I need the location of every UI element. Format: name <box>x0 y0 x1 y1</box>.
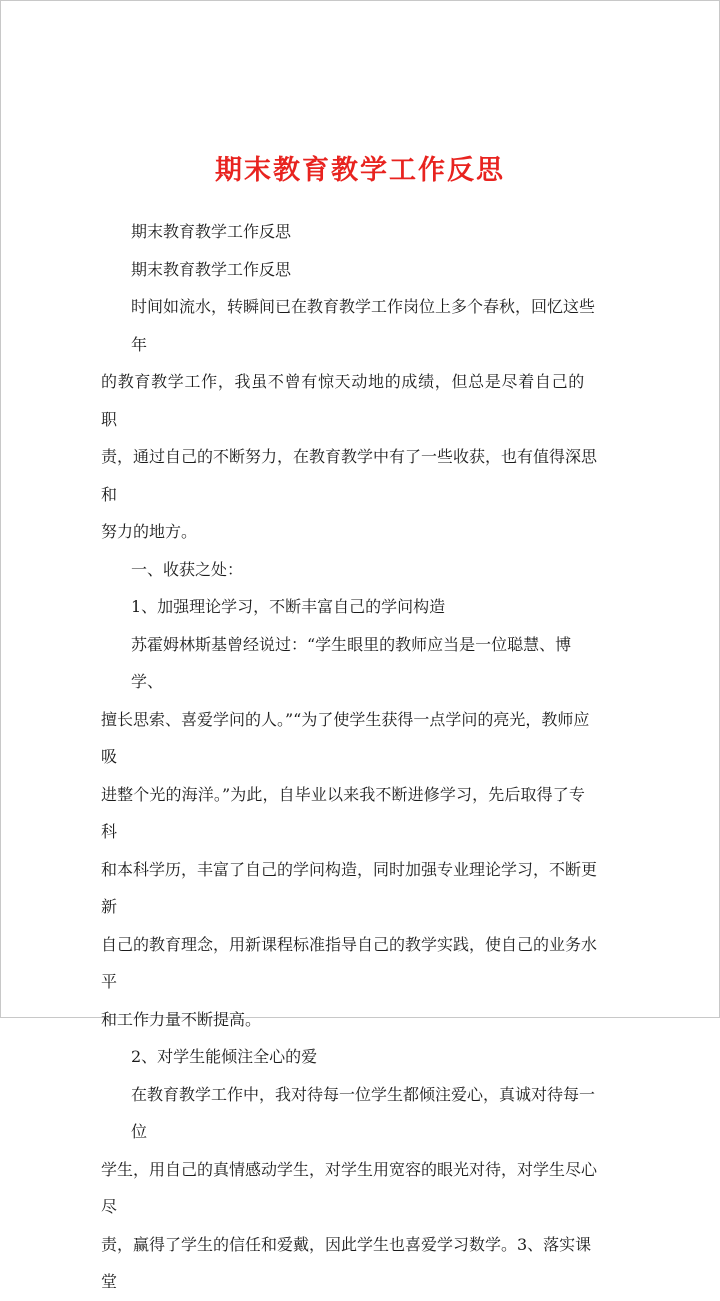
text-line: 期末教育教学工作反思 <box>131 259 292 279</box>
text-line: 期末教育教学工作反思 <box>131 222 292 241</box>
text-line: 责，赢得了学生的信任和爱戴，因此学生也喜爱学习数学。3、落实课堂 <box>101 1234 592 1291</box>
text-line: 时间如流水，转瞬间已在教育教学工作岗位上多个春秋，回忆这些年 <box>131 297 596 354</box>
text-line: 努力的地方。 <box>101 522 198 541</box>
text-line: 1、加强理论学习，不断丰富自己的学问构造 <box>131 597 446 616</box>
text-line: 责，通过自己的不断努力，在教育教学中有了一些收获，也有值得深思和 <box>101 447 598 504</box>
document-title: 期末教育教学工作反思 <box>215 155 505 186</box>
text-line: 和本科学历，丰富了自己的学问构造，同时加强专业理论学习，不断更新 <box>101 859 598 916</box>
text-line: 和工作力量不断提高。 <box>101 1009 262 1029</box>
text-line: 自己的教育理念，用新课程标准指导自己的教学实践，使自己的业务水平 <box>101 934 598 991</box>
text-line: 苏霍姆林斯基曾经说过：“学生眼里的教师应当是一位聪慧、博学、 <box>131 634 572 691</box>
text-line: 擅长思索、喜爱学问的人。”“为了使学生获得一点学问的亮光，教师应吸 <box>101 709 590 766</box>
text-line: 进整个光的海洋。”为此，自毕业以来我不断进修学习，先后取得了专科 <box>101 784 585 841</box>
text-line: 在教育教学工作中，我对待每一位学生都倾注爱心，真诚对待每一位 <box>131 1084 596 1141</box>
text-line: 2、对学生能倾注全心的爱 <box>131 1047 318 1066</box>
text-line: 一、收获之处： <box>131 559 244 579</box>
document-body <box>101 213 601 1301</box>
text-line: 学生，用自己的真情感动学生，对学生用宽容的眼光对待，对学生尽心尽 <box>101 1159 598 1216</box>
text-line: 的教育教学工作，我虽不曾有惊天动地的成绩，但总是尽着自己的职 <box>101 372 585 429</box>
